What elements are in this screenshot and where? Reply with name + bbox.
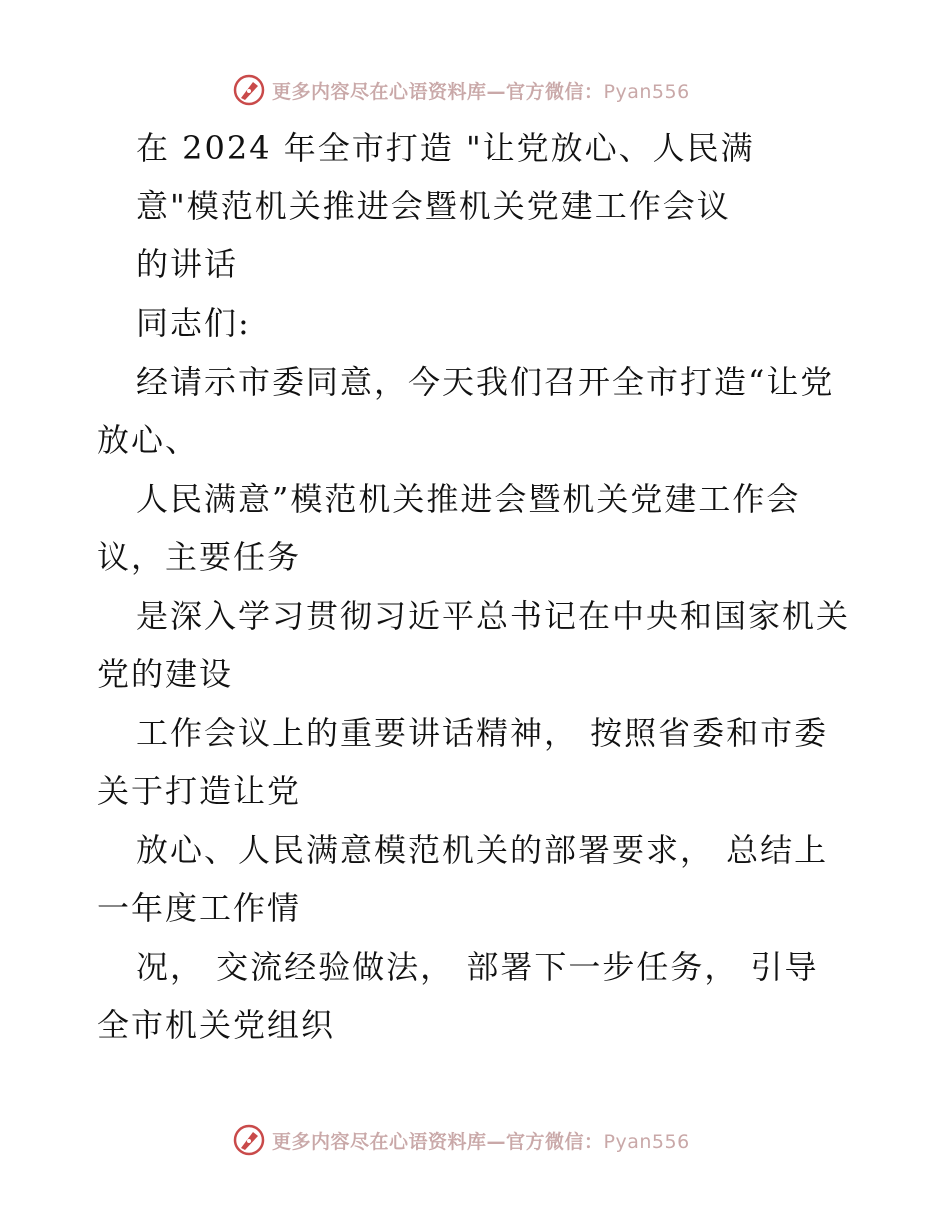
pen-nib-seal-icon [232,1123,266,1157]
salutation: 同志们: [136,304,251,342]
banner-account: Pyan556 [603,80,690,103]
banner-text [272,77,690,104]
paragraph-line: 况， 交流经验做法， 部署下一步任务， 引导 [136,948,819,986]
banner-text [272,1127,690,1154]
banner-label: 更多内容尽在心语资料库—官方微信： [272,80,604,103]
paragraph-line: 关于打造让党 [97,772,302,810]
title-line-1: 在 2024 年全市打造 "让党放心、人民满 [136,129,755,167]
paragraph-line: 工作会议上的重要讲话精神， 按照省委和市委 [136,714,829,752]
footer-banner [232,1120,690,1160]
paragraph-line: 全市机关党组织 [97,1006,336,1044]
title-line-2: 意"模范机关推进会暨机关党建工作会议 [136,187,731,225]
paragraph-line: 人民满意”模范机关推进会暨机关党建工作会 [136,480,801,518]
title-line-3: 的讲话 [136,245,239,283]
paragraph-line: 放心、 [97,421,200,459]
paragraph-line: 党的建设 [97,655,234,693]
paragraph-line: 议，主要任务 [97,538,302,576]
banner-label: 更多内容尽在心语资料库—官方微信： [272,1130,604,1153]
header-banner [232,70,690,110]
paragraph-line: 放心、人民满意模范机关的部署要求， 总结上 [136,831,829,869]
paragraph-line: 一年度工作情 [97,889,302,927]
paragraph-line: 是深入学习贯彻习近平总书记在中央和国家机关 [136,597,851,635]
pen-nib-seal-icon [232,73,266,107]
banner-account: Pyan556 [603,1130,690,1153]
paragraph-line: 经请示市委同意，今天我们召开全市打造“让党 [136,363,835,401]
